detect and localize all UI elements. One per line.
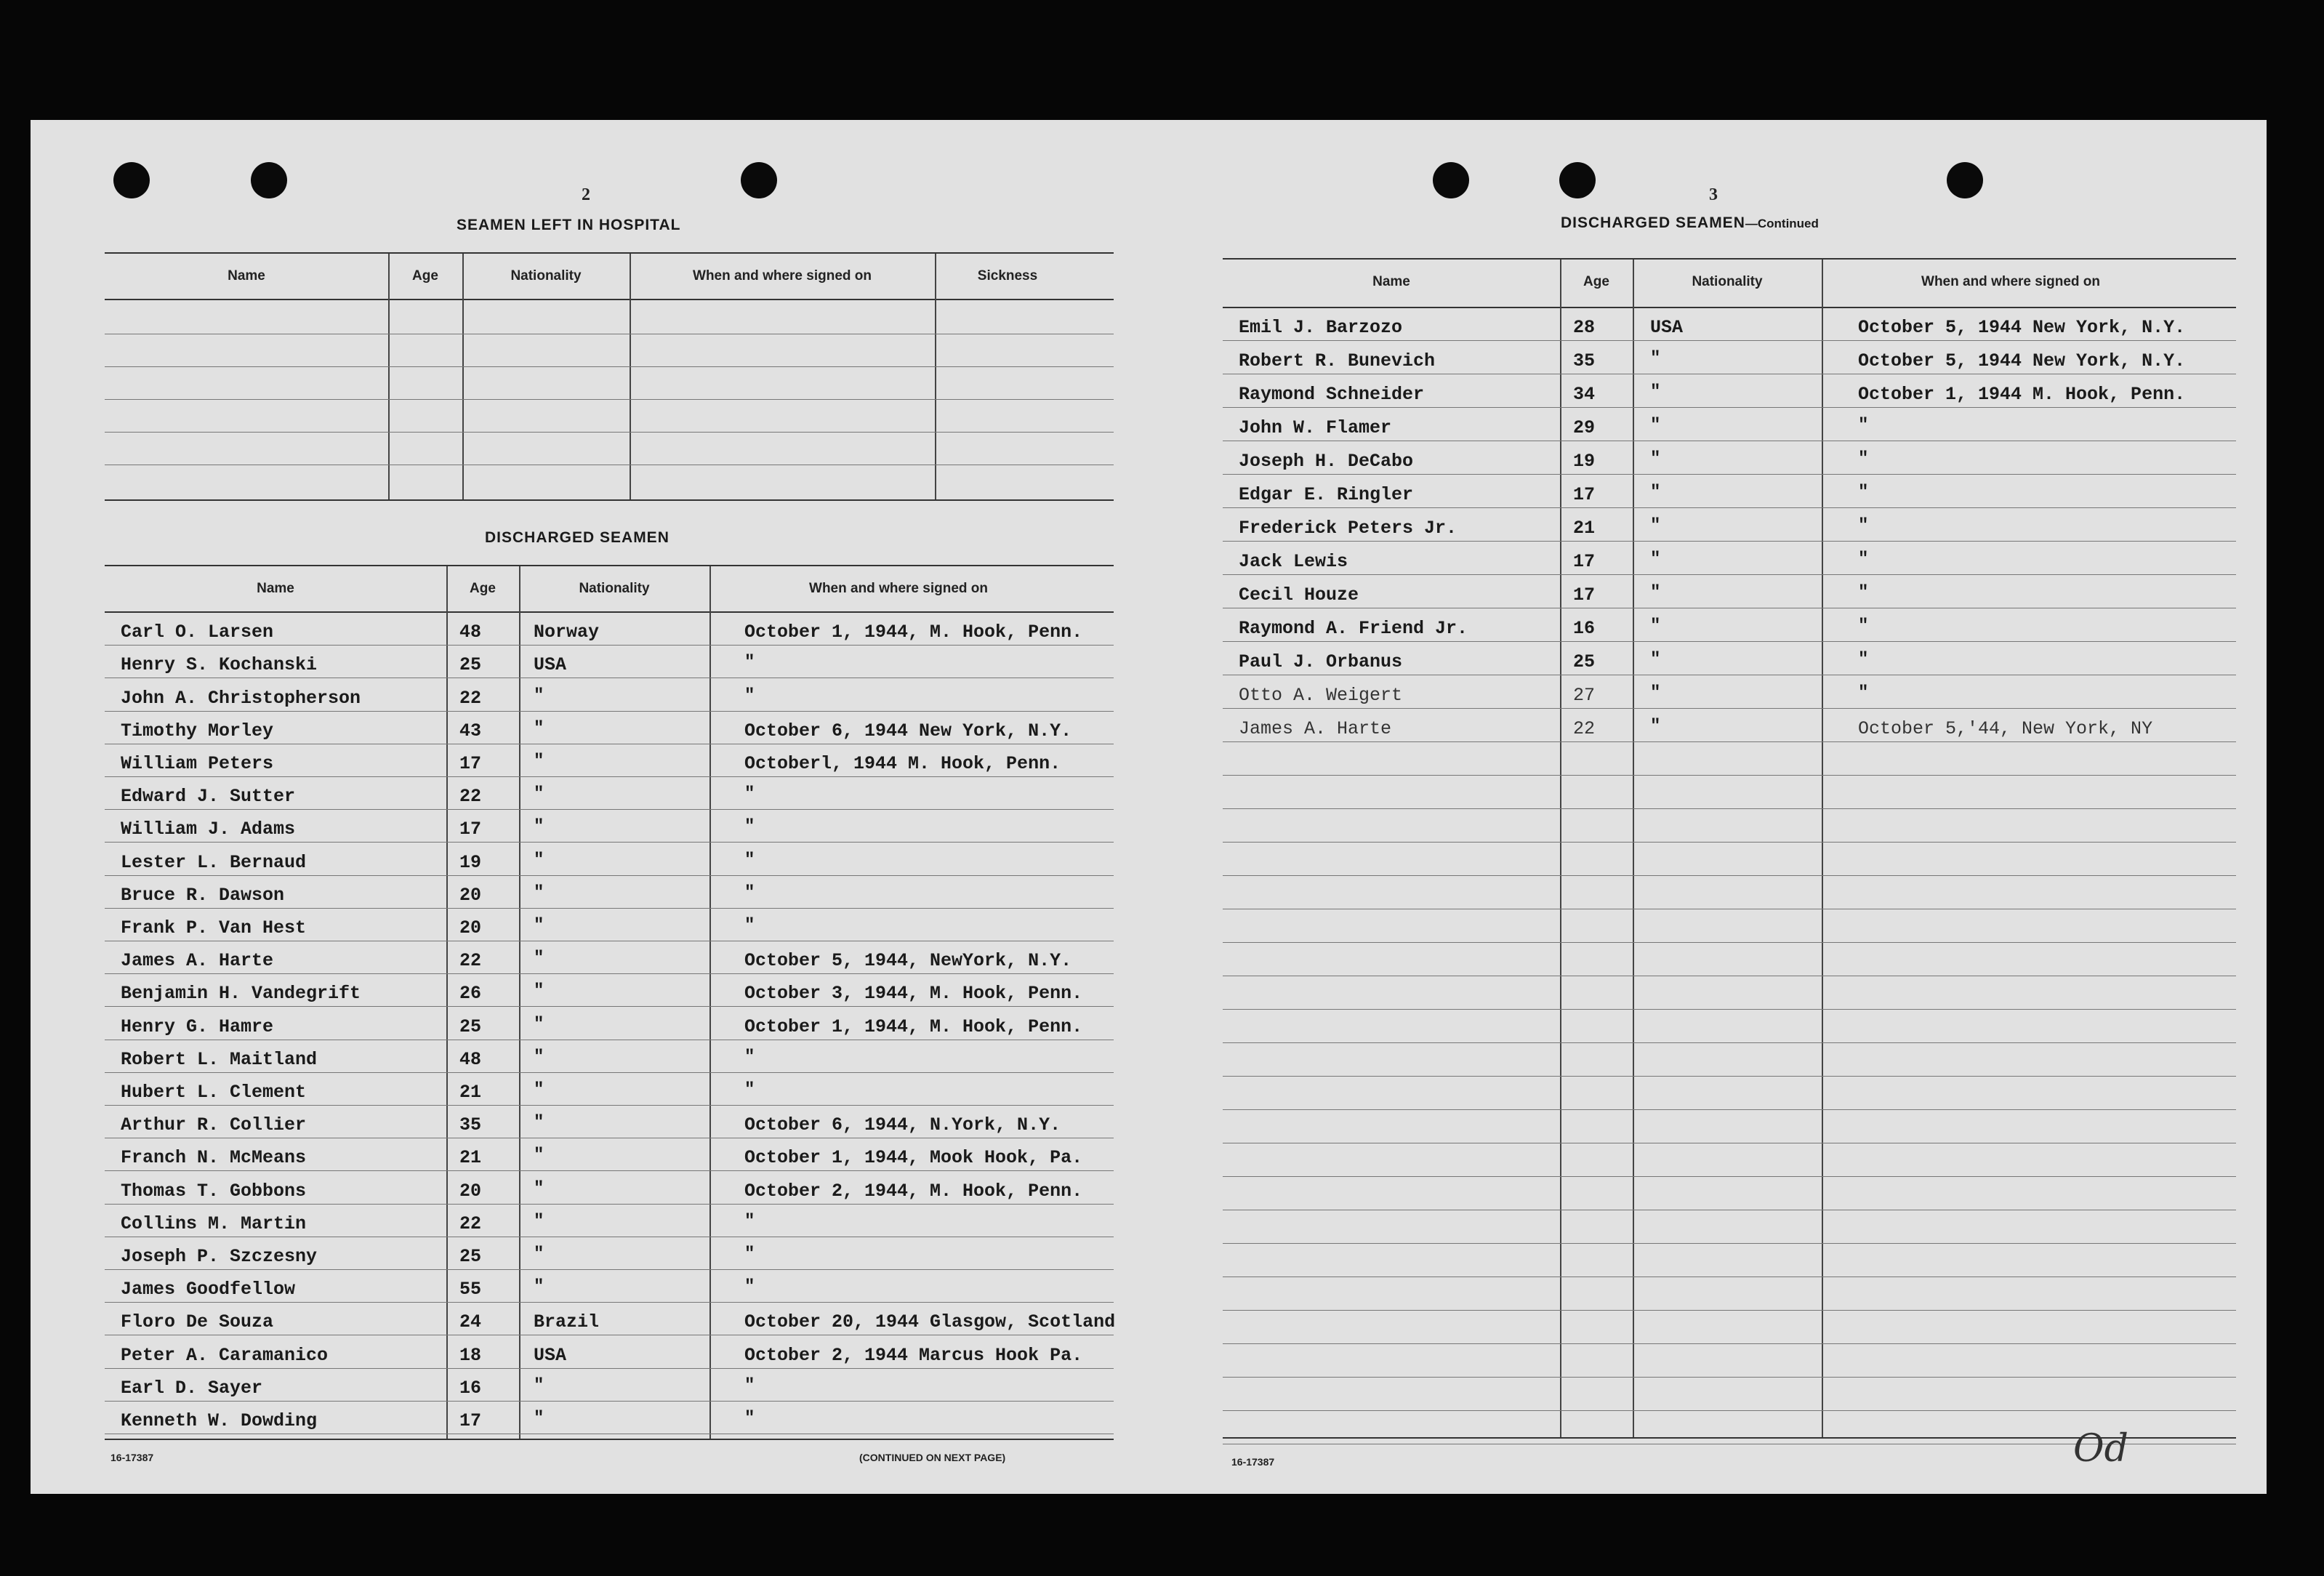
- nationality-cell: ": [1650, 516, 1661, 536]
- discharged-header-name: Name: [257, 581, 294, 596]
- table-row: [105, 613, 1114, 646]
- blank-ruled-line: [1223, 1176, 2236, 1177]
- signed-on-cell: October 5,'44, New York, NY: [1858, 718, 2153, 739]
- nationality-cell: USA: [1650, 317, 1684, 338]
- signed-on-cell: ": [744, 850, 755, 870]
- age-cell: 48: [459, 622, 482, 643]
- hospital-header-age: Age: [412, 268, 438, 284]
- nationality-cell: ": [534, 1244, 544, 1264]
- name-cell: Robert R. Bunevich: [1239, 350, 1436, 371]
- hospital-title: SEAMEN LEFT IN HOSPITAL: [457, 217, 681, 233]
- signed-on-cell: October 1, 1944 M. Hook, Penn.: [1858, 384, 2186, 405]
- nationality-cell: ": [1650, 683, 1661, 703]
- nationality-cell: ": [534, 850, 544, 870]
- continued-header-nationality: Nationality: [1692, 274, 1763, 289]
- blank-ruled-line: [1223, 942, 2236, 943]
- nationality-cell: ": [1650, 550, 1661, 569]
- nationality-cell: ": [534, 751, 544, 771]
- right-title-suffix: —Continued: [1745, 217, 1819, 230]
- name-cell: John W. Flamer: [1239, 417, 1392, 438]
- signed-on-cell: October 6, 1944, N.York, N.Y.: [744, 1114, 1061, 1136]
- discharged-title: DISCHARGED SEAMEN: [485, 529, 670, 546]
- table-row: [1223, 341, 2236, 374]
- nationality-cell: ": [1650, 349, 1661, 369]
- age-cell: 22: [459, 687, 482, 709]
- name-cell: Otto A. Weigert: [1239, 685, 1403, 706]
- name-cell: Henry S. Kochanski: [121, 654, 318, 676]
- age-cell: 17: [1573, 584, 1596, 606]
- blank-ruled-line: [1223, 1076, 2236, 1077]
- hospital-table: [105, 252, 1114, 501]
- signed-on-cell: October 1, 1944, M. Hook, Penn.: [744, 1016, 1083, 1037]
- name-cell: Edward J. Sutter: [121, 786, 296, 808]
- age-cell: 16: [459, 1377, 482, 1399]
- hospital-header-sickness: Sickness: [977, 268, 1038, 284]
- table-row: [105, 1007, 1114, 1040]
- name-cell: Franch N. McMeans: [121, 1147, 307, 1169]
- age-cell: 35: [1573, 350, 1596, 371]
- signed-on-cell: ": [744, 1211, 755, 1231]
- name-cell: Paul J. Orbanus: [1239, 651, 1403, 672]
- nationality-cell: ": [1650, 717, 1661, 736]
- nationality-cell: ": [534, 1408, 544, 1428]
- table-row: [105, 1335, 1114, 1368]
- table-row: [105, 843, 1114, 875]
- signed-on-cell: ": [744, 1047, 755, 1067]
- name-cell: Joseph P. Szczesny: [121, 1245, 318, 1267]
- age-cell: 34: [1573, 384, 1596, 405]
- nationality-cell: ": [534, 817, 544, 837]
- name-cell: Cecil Houze: [1239, 584, 1359, 606]
- punch-hole-right-1: [1433, 162, 1469, 198]
- signed-on-cell: ": [744, 1408, 755, 1428]
- continued-header-age: Age: [1583, 274, 1609, 289]
- table-row: [105, 974, 1114, 1007]
- left-page-number: 2: [582, 185, 590, 204]
- blank-ruled-line: [1223, 1410, 2236, 1411]
- age-cell: 18: [459, 1344, 482, 1366]
- nationality-cell: ": [534, 1080, 544, 1100]
- name-cell: Robert L. Maitland: [121, 1048, 318, 1070]
- age-cell: 17: [459, 1410, 482, 1431]
- nationality-cell: ": [534, 915, 544, 936]
- table-row: [105, 1138, 1114, 1171]
- age-cell: 17: [1573, 551, 1596, 572]
- name-cell: Raymond A. Friend Jr.: [1239, 618, 1468, 639]
- nationality-cell: ": [534, 883, 544, 903]
- name-cell: Hubert L. Clement: [121, 1081, 307, 1103]
- continued-note: (CONTINUED ON NEXT PAGE): [859, 1452, 1006, 1463]
- signed-on-cell: ": [744, 817, 755, 837]
- name-cell: Earl D. Sayer: [121, 1377, 263, 1399]
- signed-on-cell: October 2, 1944 Marcus Hook Pa.: [744, 1344, 1083, 1366]
- nationality-cell: ": [534, 784, 544, 805]
- table-row: [105, 1270, 1114, 1303]
- nationality-cell: ": [534, 718, 544, 739]
- age-cell: 22: [459, 786, 482, 808]
- table-row: [1223, 608, 2236, 642]
- signed-on-cell: ": [1858, 416, 1869, 435]
- nationality-cell: ": [534, 1014, 544, 1034]
- discharged-header-signed-on: When and where signed on: [809, 581, 988, 596]
- name-cell: Jack Lewis: [1239, 551, 1348, 572]
- hospital-header-name: Name: [228, 268, 265, 284]
- nationality-cell: ": [534, 1146, 544, 1166]
- signed-on-cell: ": [1858, 516, 1869, 536]
- right-page-number: 3: [1709, 185, 1718, 204]
- age-cell: 55: [459, 1279, 482, 1300]
- age-cell: 17: [1573, 484, 1596, 505]
- table-row: [105, 909, 1114, 941]
- age-cell: 43: [459, 720, 482, 741]
- age-cell: 25: [459, 654, 482, 676]
- blank-ruled-line: [1223, 1009, 2236, 1010]
- signed-on-cell: October 3, 1944, M. Hook, Penn.: [744, 983, 1083, 1005]
- age-cell: 19: [1573, 451, 1596, 472]
- signed-on-cell: ": [744, 686, 755, 706]
- name-cell: Carl O. Larsen: [121, 622, 274, 643]
- name-cell: James A. Harte: [1239, 718, 1392, 739]
- age-cell: 20: [459, 1180, 482, 1202]
- nationality-cell: Norway: [534, 622, 600, 643]
- table-row: [1223, 575, 2236, 608]
- punch-hole-left-3: [741, 162, 777, 198]
- table-row: [105, 1303, 1114, 1335]
- table-row: [1223, 542, 2236, 575]
- table-row: [105, 1402, 1114, 1434]
- nationality-cell: ": [1650, 449, 1661, 469]
- name-cell: Frank P. Van Hest: [121, 917, 307, 938]
- blank-ruled-line: [1223, 875, 2236, 876]
- table-row: [105, 777, 1114, 810]
- table-row: [1223, 642, 2236, 675]
- signed-on-cell: ": [744, 915, 755, 936]
- age-cell: 24: [459, 1311, 482, 1333]
- name-cell: Emil J. Barzozo: [1239, 317, 1403, 338]
- table-row: [105, 1369, 1114, 1402]
- age-cell: 27: [1573, 685, 1596, 706]
- signed-on-cell: ": [744, 653, 755, 673]
- age-cell: 28: [1573, 317, 1596, 338]
- age-cell: 48: [459, 1048, 482, 1070]
- table-row: [105, 1171, 1114, 1204]
- table-row: [1223, 475, 2236, 508]
- age-cell: 16: [1573, 618, 1596, 639]
- table-row: [105, 1106, 1114, 1138]
- blank-ruled-line: [1223, 1109, 2236, 1110]
- age-cell: 21: [459, 1147, 482, 1169]
- left-form-number: 16-17387: [110, 1452, 154, 1463]
- age-cell: 25: [459, 1245, 482, 1267]
- hospital-header-signed-on: When and where signed on: [693, 268, 872, 284]
- age-cell: 22: [459, 950, 482, 972]
- nationality-cell: Brazil: [534, 1311, 600, 1333]
- table-row: [1223, 709, 2236, 742]
- nationality-cell: ": [1650, 416, 1661, 435]
- discharged-continued-table: [1223, 258, 2236, 1439]
- name-cell: Bruce R. Dawson: [121, 884, 285, 906]
- nationality-cell: ": [1650, 616, 1661, 636]
- punch-hole-left-2: [251, 162, 287, 198]
- age-cell: 26: [459, 983, 482, 1005]
- punch-hole-left-1: [113, 162, 150, 198]
- nationality-cell: ": [534, 686, 544, 706]
- name-cell: Benjamin H. Vandegrift: [121, 983, 361, 1005]
- signed-on-cell: ": [744, 1277, 755, 1298]
- age-cell: 20: [459, 917, 482, 938]
- signed-on-cell: October 2, 1944, M. Hook, Penn.: [744, 1180, 1083, 1202]
- name-cell: Timothy Morley: [121, 720, 274, 741]
- name-cell: William J. Adams: [121, 819, 296, 840]
- table-row: [1223, 675, 2236, 709]
- nationality-cell: ": [1650, 483, 1661, 502]
- name-cell: James A. Harte: [121, 950, 274, 972]
- blank-ruled-line: [1223, 1042, 2236, 1043]
- table-row: [105, 810, 1114, 843]
- name-cell: Henry G. Hamre: [121, 1016, 274, 1037]
- signed-on-cell: October 20, 1944 Glasgow, Scotland: [744, 1311, 1116, 1333]
- signed-on-cell: October 5, 1944 New York, N.Y.: [1858, 350, 2186, 371]
- table-row: [105, 744, 1114, 777]
- nationality-cell: ": [534, 1375, 544, 1396]
- nationality-cell: ": [534, 1178, 544, 1199]
- age-cell: 22: [459, 1213, 482, 1234]
- nationality-cell: ": [534, 981, 544, 1002]
- table-row: [105, 712, 1114, 744]
- discharged-table: [105, 565, 1114, 1440]
- signed-on-cell: ": [744, 1080, 755, 1100]
- continued-header-signed-on: When and where signed on: [1921, 274, 2100, 289]
- blank-ruled-line: [1223, 842, 2236, 843]
- nationality-cell: ": [1650, 650, 1661, 670]
- signed-on-cell: ": [1858, 683, 1869, 703]
- signed-on-cell: ": [1858, 449, 1869, 469]
- table-row: [105, 1237, 1114, 1270]
- table-row: [1223, 374, 2236, 408]
- signed-on-cell: ": [1858, 550, 1869, 569]
- signed-on-cell: Octoberl, 1944 M. Hook, Penn.: [744, 752, 1061, 774]
- blank-ruled-line: [1223, 1343, 2236, 1344]
- age-cell: 29: [1573, 417, 1596, 438]
- age-cell: 19: [459, 851, 482, 873]
- name-cell: Raymond Schneider: [1239, 384, 1425, 405]
- blank-ruled-line: [1223, 1377, 2236, 1378]
- discharged-header-age: Age: [470, 581, 496, 596]
- table-row: [105, 646, 1114, 678]
- signed-on-cell: ": [1858, 583, 1869, 603]
- punch-hole-right-2: [1559, 162, 1596, 198]
- nationality-cell: ": [534, 1113, 544, 1133]
- age-cell: 17: [459, 819, 482, 840]
- signed-on-cell: ": [744, 784, 755, 805]
- nationality-cell: USA: [534, 1344, 567, 1366]
- name-cell: Collins M. Martin: [121, 1213, 307, 1234]
- age-cell: 21: [1573, 518, 1596, 539]
- name-cell: Joseph H. DeCabo: [1239, 451, 1414, 472]
- nationality-cell: ": [534, 1047, 544, 1067]
- signed-on-cell: October 5, 1944 New York, N.Y.: [1858, 317, 2186, 338]
- table-row: [105, 1073, 1114, 1106]
- name-cell: John A. Christopherson: [121, 687, 361, 709]
- age-cell: 35: [459, 1114, 482, 1136]
- nationality-cell: ": [534, 1277, 544, 1298]
- name-cell: Lester L. Bernaud: [121, 851, 307, 873]
- signed-on-cell: October 6, 1944 New York, N.Y.: [744, 720, 1072, 741]
- right-form-number: 16-17387: [1231, 1456, 1275, 1468]
- age-cell: 17: [459, 752, 482, 774]
- signed-on-cell: October 5, 1944, NewYork, N.Y.: [744, 950, 1072, 972]
- name-cell: Frederick Peters Jr.: [1239, 518, 1457, 539]
- age-cell: 25: [1573, 651, 1596, 672]
- name-cell: Peter A. Caramanico: [121, 1344, 329, 1366]
- name-cell: William Peters: [121, 752, 274, 774]
- signed-on-cell: ": [744, 883, 755, 903]
- signed-on-cell: ": [1858, 483, 1869, 502]
- name-cell: Thomas T. Gobbons: [121, 1180, 307, 1202]
- right-title: [1561, 214, 1819, 232]
- blank-ruled-line: [1223, 808, 2236, 809]
- table-row: [1223, 307, 2236, 341]
- nationality-cell: ": [1650, 583, 1661, 603]
- signed-on-cell: ": [744, 1375, 755, 1396]
- nationality-cell: USA: [534, 654, 567, 676]
- blank-ruled-line: [1223, 1310, 2236, 1311]
- age-cell: 22: [1573, 718, 1596, 739]
- nationality-cell: ": [534, 949, 544, 969]
- discharged-header-nationality: Nationality: [579, 581, 650, 596]
- table-row: [105, 941, 1114, 974]
- blank-ruled-line: [1223, 775, 2236, 776]
- table-row: [1223, 441, 2236, 475]
- signed-on-cell: October 1, 1944, M. Hook, Penn.: [744, 622, 1083, 643]
- right-title-main: DISCHARGED SEAMEN: [1561, 214, 1745, 231]
- continued-header-name: Name: [1372, 274, 1410, 289]
- signed-on-cell: ": [1858, 616, 1869, 636]
- name-cell: Floro De Souza: [121, 1311, 274, 1333]
- punch-hole-right-3: [1947, 162, 1983, 198]
- hospital-header-nationality: Nationality: [510, 268, 582, 284]
- signed-on-cell: ": [1858, 650, 1869, 670]
- name-cell: Kenneth W. Dowding: [121, 1410, 318, 1431]
- table-row: [105, 876, 1114, 909]
- age-cell: 20: [459, 884, 482, 906]
- age-cell: 25: [459, 1016, 482, 1037]
- blank-ruled-line: [1223, 1243, 2236, 1244]
- age-cell: 21: [459, 1081, 482, 1103]
- name-cell: James Goodfellow: [121, 1279, 296, 1300]
- table-row: [1223, 508, 2236, 542]
- table-row: [105, 678, 1114, 711]
- table-row: [1223, 408, 2236, 441]
- nationality-cell: ": [534, 1211, 544, 1231]
- table-row: [105, 1040, 1114, 1073]
- name-cell: Arthur R. Collier: [121, 1114, 307, 1136]
- name-cell: Edgar E. Ringler: [1239, 484, 1414, 505]
- signed-on-cell: October 1, 1944, Mook Hook, Pa.: [744, 1147, 1083, 1169]
- document-sheet: [31, 120, 2267, 1494]
- nationality-cell: ": [1650, 382, 1661, 402]
- handwritten-initials: Od: [2073, 1427, 2128, 1471]
- signed-on-cell: ": [744, 1244, 755, 1264]
- table-row: [105, 1205, 1114, 1237]
